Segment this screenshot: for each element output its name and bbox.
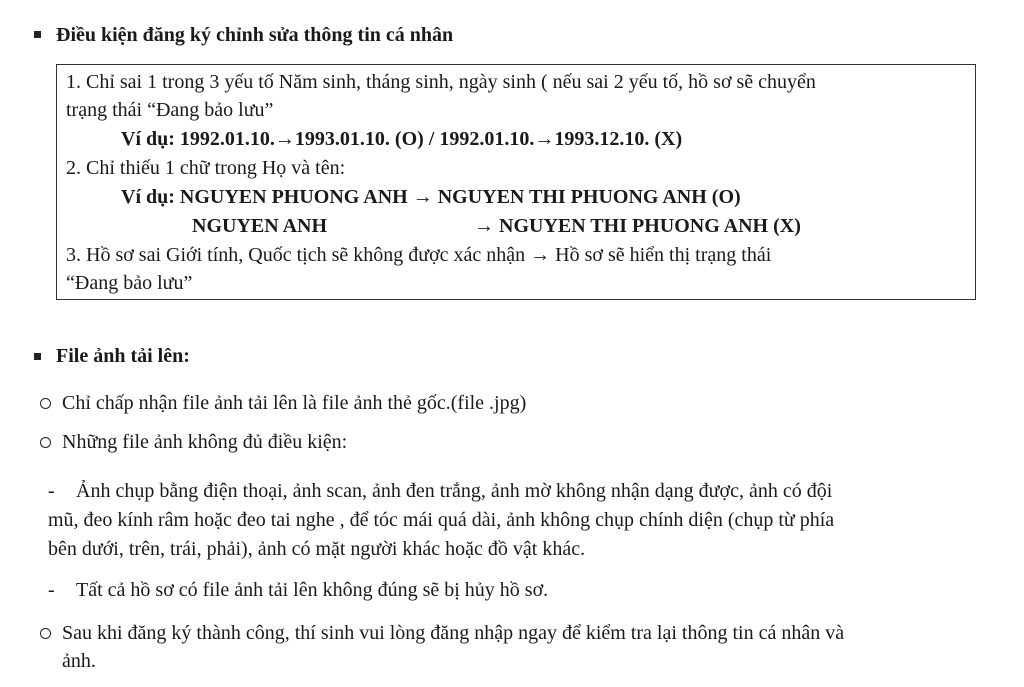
bullet-circle-icon bbox=[40, 398, 51, 409]
bullet-circle-icon bbox=[40, 437, 51, 448]
invalid-photo-line-2: mũ, đeo kính râm hoặc đeo tai nghe , để tóc mái quá dài, ảnh không chụp chính diện (chụp từ phía bbox=[48, 509, 835, 531]
example-2-result: → NGUYEN THI PHUONG ANH (X) bbox=[474, 215, 801, 237]
section2-heading: File ảnh tải lên: bbox=[56, 345, 190, 367]
bullet-square-icon bbox=[34, 353, 41, 360]
example-1: Ví dụ: 1992.01.10.→1993.01.10. (O) / 1992.01.10.→1993.12.10. (X) bbox=[121, 128, 683, 150]
final-item-line-2: ảnh. bbox=[62, 650, 96, 672]
section1-heading: Điều kiện đăng ký chỉnh sửa thông tin cá nhân bbox=[56, 24, 454, 46]
cancel-note: Tất cả hồ sơ có file ảnh tải lên không đúng sẽ bị hủy hồ sơ. bbox=[76, 579, 549, 601]
invalid-photo-line-1: Ảnh chụp bằng điện thoại, ảnh scan, ảnh đen trắng, ảnh mờ không nhận dạng được, ảnh có đội bbox=[76, 480, 833, 502]
upload-item-1: Chỉ chấp nhận file ảnh tải lên là file ảnh thẻ gốc.(file .jpg) bbox=[62, 392, 527, 414]
dash-marker: - bbox=[48, 480, 55, 502]
upload-item-2: Những file ảnh không đủ điều kiện: bbox=[62, 431, 348, 453]
condition-2-line: 2. Chỉ thiếu 1 chữ trong Họ và tên: bbox=[66, 157, 346, 179]
bullet-circle-icon bbox=[40, 628, 51, 639]
bullet-square-icon bbox=[34, 31, 41, 38]
condition-1-line-2: trạng thái “Đang bảo lưu” bbox=[66, 99, 274, 121]
dash-marker: - bbox=[48, 579, 55, 601]
condition-3-line-2: “Đang bảo lưu” bbox=[66, 272, 193, 294]
example-2-name: NGUYEN ANH bbox=[192, 215, 328, 237]
example-2-line-1: Ví dụ: NGUYEN PHUONG ANH → NGUYEN THI PHUONG ANH (O) bbox=[121, 186, 741, 208]
condition-1-line-1: 1. Chỉ sai 1 trong 3 yếu tố Năm sinh, tháng sinh, ngày sinh ( nếu sai 2 yếu tố, hồ sơ sẽ chuyển bbox=[66, 71, 816, 93]
final-item-line-1: Sau khi đăng ký thành công, thí sinh vui lòng đăng nhập ngay để kiểm tra lại thông tin cá nhân và bbox=[62, 622, 845, 644]
condition-3-line-1: 3. Hồ sơ sai Giới tính, Quốc tịch sẽ không được xác nhận → Hồ sơ sẽ hiển thị trạng thái bbox=[66, 244, 772, 266]
invalid-photo-line-3: bên dưới, trên, trái, phải), ảnh có mặt người khác hoặc đồ vật khác. bbox=[48, 538, 586, 560]
